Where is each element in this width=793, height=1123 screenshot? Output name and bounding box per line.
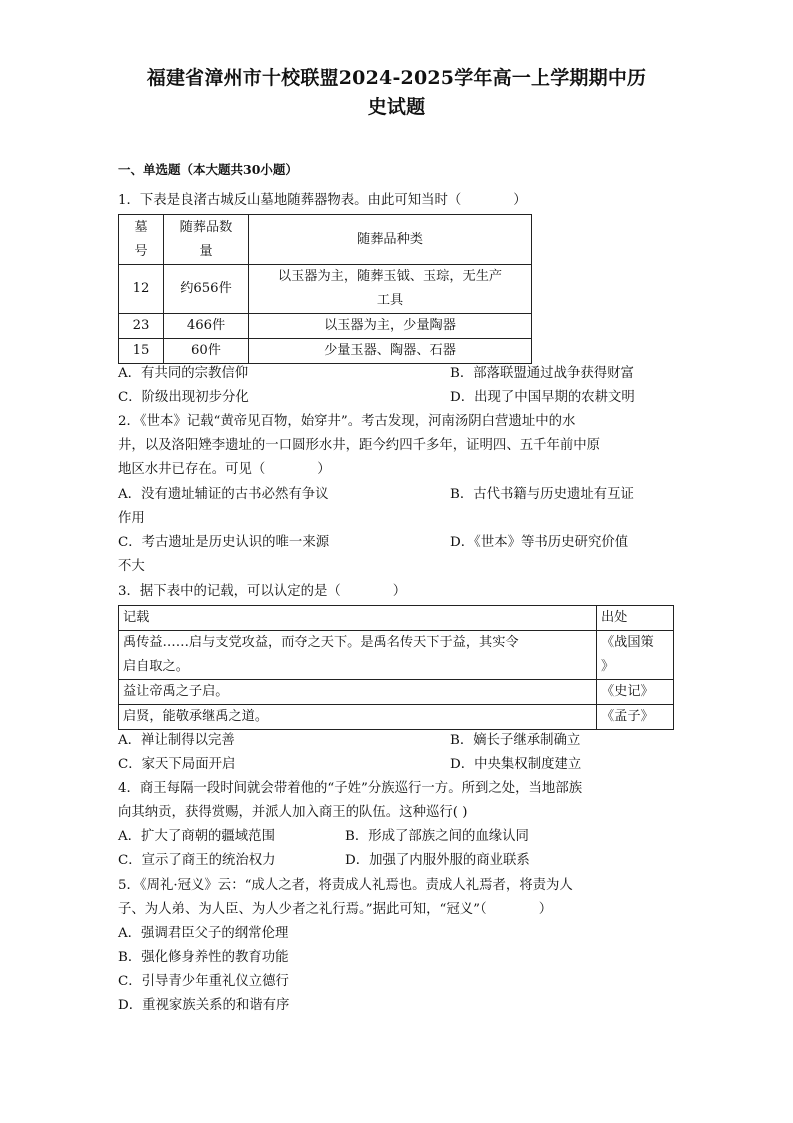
q2-option-b: B．古代书籍与历史遗址有互证 (450, 487, 634, 502)
q2-option-d: D．《世本》等书历史研究价值 (450, 535, 629, 550)
q4-option-c: C．宣示了商王的统治权力 (118, 853, 276, 868)
q2-option-c: C．考古遗址是历史认识的唯一来源 (118, 535, 330, 550)
table-header-kind: 随葬品种类 (249, 215, 532, 265)
q4-stem-line1: 4．商王每隔一段时间就会带着他的“子姓”分族巡行一方。所到之处，当地部族 (118, 781, 583, 796)
table-header-record: 记载 (119, 606, 597, 631)
q3-option-c: C．家天下局面开启 (118, 757, 236, 772)
q5-option-a: A．强调君臣父子的纲常伦理 (118, 926, 289, 941)
q5-option-b: B．强化修身养性的教育功能 (118, 950, 289, 965)
q5-stem-line1: 5．《周礼·冠义》云：“成人之者，将责成人礼焉也。责成人礼焉者，将责为人 (118, 878, 573, 893)
q3-option-b: B．嫡长子继承制确立 (450, 733, 581, 748)
table-row: 15 60件 少量玉器、陶器、石器 (119, 339, 532, 364)
q2-option-d-cont: 不大 (118, 559, 145, 574)
table-header-count: 随葬品数 量 (164, 215, 249, 265)
exam-title (110, 64, 683, 122)
q3-option-d: D．中央集权制度建立 (450, 757, 582, 772)
table-row: 益让帝禹之子启。 《史记》 (119, 680, 674, 705)
q5-stem-line2: 子、为人弟、为人臣、为人少者之礼行焉。”据此可知，“冠义”（ ） (118, 902, 553, 917)
q2-stem-line3: 地区水井已存在。可见（ ） (118, 462, 331, 477)
q2-option-b-cont: 作用 (118, 511, 145, 526)
table-header-source: 出处 (597, 606, 674, 631)
q2-stem-line1: 2．《世本》记载“黄帝见百物，始穿井”。考古发现，河南汤阴白营遗址中的水 (118, 414, 576, 429)
q4-option-d: D．加强了内服外服的商业联系 (345, 853, 530, 868)
q4-option-b: B．形成了部族之间的血缘认同 (345, 829, 529, 844)
table-row: 启贤，能敬承继禹之道。 《孟子》 (119, 705, 674, 730)
q1-table (118, 214, 532, 364)
table-row: 12 约656件 以玉器为主，随葬玉钺、玉琮，无生产 工具 (119, 265, 532, 314)
title-line-1: 福建省漳州市十校联盟2024-2025学年高一上学期期中历 (146, 67, 647, 89)
q1-option-a: A．有共同的宗教信仰 (118, 366, 249, 381)
q1-option-b: B．部落联盟通过战争获得财富 (450, 366, 634, 381)
q3-option-a: A．禅让制得以完善 (118, 733, 235, 748)
table-header-id: 墓 号 (119, 215, 164, 265)
table-row: 23 466件 以玉器为主，少量陶器 (119, 314, 532, 339)
table-row: 禹传益……启与支党攻益，而夺之天下。是禹名传天下于益，其实令 启自取之。 《战国策 》 (119, 631, 674, 680)
q5-option-d: D．重视家族关系的和谐有序 (118, 998, 290, 1013)
q2-option-a: A．没有遗址辅证的古书必然有争议 (118, 487, 329, 502)
q2-stem-line2: 井，以及洛阳矬李遗址的一口圆形水井，距今约四千多年，证明四、五千年前中原 (118, 438, 601, 453)
q3-stem: 3．据下表中的记载，可以认定的是（ ） (118, 584, 407, 599)
q4-stem-line2: 向其纳贡，获得赏赐，并派人加入商王的队伍。这种巡行( ) (118, 805, 468, 820)
q4-option-a: A．扩大了商朝的疆域范围 (118, 829, 275, 844)
q1-stem: 1．下表是良渚古城反山墓地随葬器物表。由此可知当时（ ） (118, 193, 527, 208)
q1-option-d: D．出现了中国早期的农耕文明 (450, 390, 635, 405)
title-line-2: 史试题 (367, 96, 426, 118)
q3-table (118, 605, 674, 730)
section-heading: 一、单选题（本大题共30小题） (118, 162, 298, 177)
q1-option-c: C．阶级出现初步分化 (118, 390, 249, 405)
q5-option-c: C．引导青少年重礼仪立德行 (118, 974, 289, 989)
